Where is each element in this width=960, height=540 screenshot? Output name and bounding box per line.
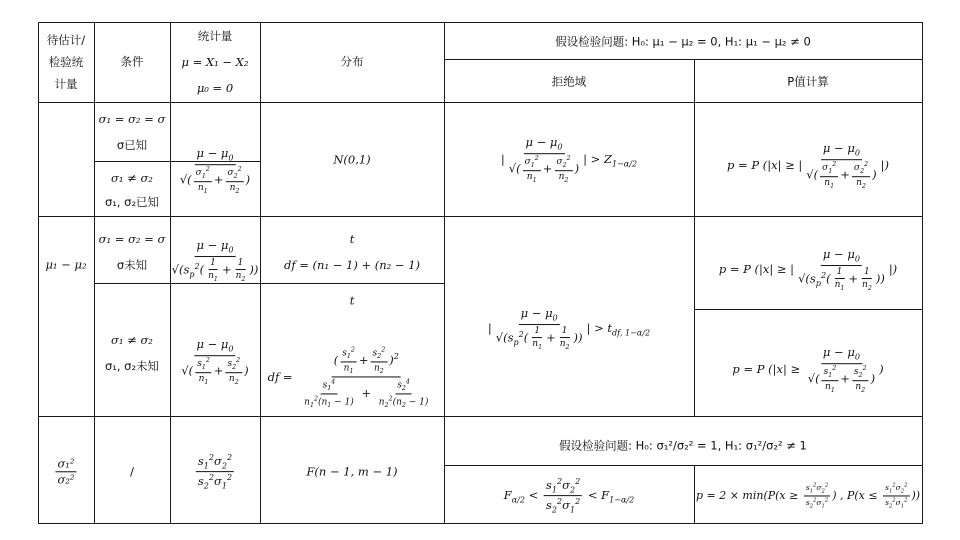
- condition-line: σ已知: [116, 138, 148, 152]
- grid-line: [444, 22, 445, 524]
- estimand-variance-ratio: [53, 457, 78, 486]
- variance-ratio-top: σ₁²: [55, 457, 76, 472]
- header-condition: 条件: [120, 54, 144, 69]
- condition-unequal-known: [105, 166, 159, 214]
- distribution-welch-t-label: t: [349, 293, 355, 308]
- header-rejection-region: 拒绝域: [551, 74, 587, 89]
- header-estimand-line: 检验统: [48, 55, 84, 69]
- statistic-z: $\mu - \mu_0$ √( $\frac{\sigma_1^2}{n_1}$ + $\frac{\sigma_2^2}{n_2}$ ): [179, 146, 251, 195]
- grid-line: [444, 59, 923, 60]
- header-estimand-line: 计量: [54, 77, 78, 91]
- header-statistic-title: 统计量: [197, 29, 233, 43]
- distribution-t-label: t: [349, 232, 355, 246]
- header-statistic-mu0: μ₀ = 0: [196, 81, 234, 95]
- grid-line: [694, 59, 695, 416]
- distribution-welch-df: df = ( $\frac{s_1^2}{n_1}$ + $\frac{s_2^2}{n_2}$ )$^2$ $\frac{s_1^4}{n_1^2(n_1 - 1)}$ + $\frac{s_2^4}{n_2^2(n_2 - 1)}$: [267, 346, 429, 410]
- variance-ratio-bottom: σ₂²: [57, 472, 75, 487]
- rejection-region-z: | $\mu - \mu_0$ √( $\frac{\sigma_1^2}{n_1}$ + $\frac{\sigma_2^2}{n_2}$ ) | > $Z_{1-\alpha/2}$: [500, 135, 638, 184]
- header-estimand-line: 待估计/: [46, 33, 86, 47]
- distribution-f: F(n − 1, m − 1): [306, 464, 398, 479]
- distribution-normal: N(0,1): [333, 152, 371, 167]
- condition-unequal-unknown: [105, 327, 159, 379]
- pvalue-z: p = P (|x| ≥ | $\mu - \mu_0$ √( $\frac{\sigma_1^2}{n_1}$ + $\frac{\sigma_2^2}{n_2}$ ) |): [727, 141, 889, 190]
- grid-line: [922, 22, 923, 524]
- condition-line: σ₁, σ₂未知: [104, 359, 160, 373]
- condition-equal-known: [99, 106, 166, 158]
- condition-line: σ₁ ≠ σ₂: [111, 171, 153, 185]
- header-statistic-formula: μ = X₁ − X₂: [181, 55, 249, 69]
- condition-line: σ₁ ≠ σ₂: [111, 333, 153, 347]
- header-distribution: 分布: [340, 54, 364, 69]
- statistic-f: $\frac{s_1^2\sigma_2^2}{s_2^2\sigma_1^2}$: [197, 453, 233, 491]
- grid-line: [38, 22, 39, 524]
- header-estimand: [47, 29, 85, 95]
- distribution-df: df = (n₁ − 1) + (n₂ − 1): [283, 258, 421, 272]
- pvalue-pooled-t: p = P (|x| ≥ | $\mu - \mu_0$ $√(s_p^2$( $\frac{1}{n_1}$ + $\frac{1}{n_2}$ )) |): [718, 247, 898, 292]
- pvalue-welch-t: p = P (|x| ≥ $\mu - \mu_0$ √( $\frac{s_1^2}{n_1}$ + $\frac{s_2^2}{n_2}$ ) ): [732, 345, 884, 394]
- statistic-pooled-t: $\mu - \mu_0$ $√(s_p^2$( $\frac{1}{n_1}$ + $\frac{1}{n_2}$ )): [171, 238, 259, 283]
- condition-line: σ未知: [116, 258, 148, 272]
- header-pvalue: P值计算: [787, 74, 829, 89]
- pvalue-f: p = 2 × min(P(x ≥ $\frac{s_1^2\sigma_2^2}{s_2^2\sigma_1^2}$ ) , P(x ≤ $\frac{s_1^2\sigma_2^2}{s_2^2\sigma_1^2}$ )): [695, 482, 921, 510]
- condition-none: /: [130, 464, 134, 479]
- grid-line: [694, 309, 923, 310]
- grid-line: [94, 283, 444, 284]
- rejection-region-t: | $\mu - \mu_0$ $√(s_p^2$( $\frac{1}{n_1}$ + $\frac{1}{n_2}$ )) | > $t_{df, 1-\alpha/2}$: [487, 306, 651, 351]
- variance-hypothesis: 假设检验问题: H₀: σ₁²/σ₂² = 1, H₁: σ₁²/σ₂² ≠ 1: [559, 438, 807, 453]
- condition-line: σ₁ = σ₂ = σ: [98, 232, 166, 246]
- distribution-pooled-t: [284, 226, 420, 278]
- header-statistic: [182, 23, 249, 101]
- statistic-welch-t: $\mu - \mu_0$ √( $\frac{s_1^2}{n_1}$ + $\frac{s_2^2}{n_2}$ ): [181, 337, 249, 386]
- grid-line: [444, 465, 923, 466]
- header-hypothesis: 假设检验问题: H₀: μ₁ − μ₂ = 0, H₁: μ₁ − μ₂ ≠ 0: [555, 34, 811, 49]
- condition-equal-unknown: [99, 226, 166, 278]
- condition-line: σ₁ = σ₂ = σ: [98, 112, 166, 126]
- condition-line: σ₁, σ₂已知: [104, 195, 160, 209]
- rejection-region-f: $F_{\alpha/2}$ < $\frac{s_1^2\sigma_2^2}{s_2^2\sigma_1^2}$ < $F_{1-\alpha/2}$: [503, 477, 635, 515]
- grid-line: [94, 22, 95, 524]
- estimand-mean-diff: μ₁ − μ₂: [45, 257, 87, 272]
